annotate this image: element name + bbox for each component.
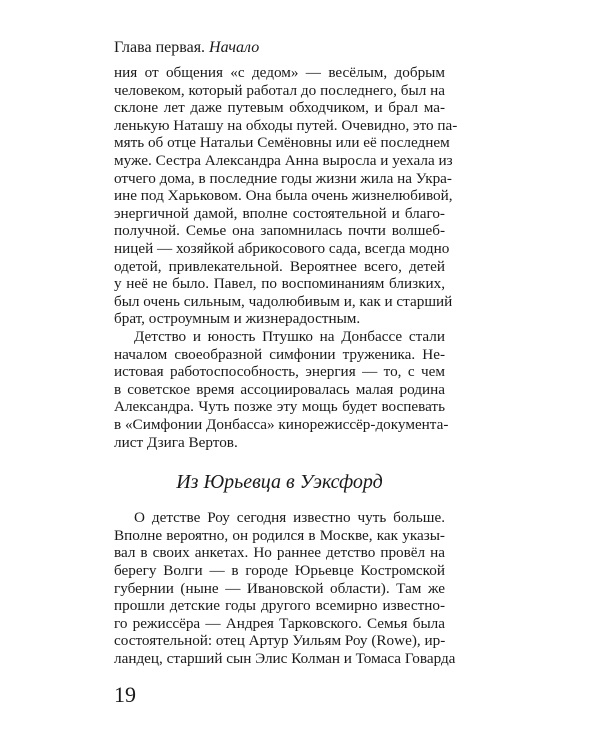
running-head-title: Начало — [209, 39, 260, 56]
text-line: брат, остроумным и жизнерадостным. — [114, 310, 361, 328]
text-line: ния от общения «с дедом» — весёлым, добрым — [114, 64, 445, 81]
text-line: Александра. Чуть позже эту мощь будет воспевать — [114, 398, 445, 416]
text-line: склоне лет даже путевым обходчиком, и брал ма- — [114, 99, 445, 117]
text-line: был очень сильным, чадолюбивым и, как и старший — [114, 292, 453, 310]
text-line: в «Симфонии Донбасса» кинорежиссёр-документа- — [114, 416, 449, 433]
text-line: О детстве Роу сегодня известно чуть больше. — [134, 509, 445, 527]
text-line: отчего дома, в последние годы жизни жила на Укра- — [114, 169, 452, 187]
text-line: энергичной дамой, вполне состоятельной и благо- — [114, 204, 445, 222]
running-head — [114, 38, 259, 58]
text-line: ницей — хозяйкой абрикосового сада, всегда модно — [114, 240, 450, 257]
page-number: 19 — [114, 681, 136, 707]
text-line: человеком, который работал до последнего, был на — [114, 81, 445, 99]
text-line: получной. Семье она запомнилась почти волшеб- — [114, 222, 445, 240]
text-line: муже. Сестра Александра Анна выросла и уехала из — [114, 152, 453, 169]
text-line: состоятельной: отец Артур Уильям Роу (Rowe), ир- — [114, 632, 446, 650]
text-line: в советское время ассоциировалась малая родина — [114, 380, 445, 398]
text-line: началом своеобразной симфонии труженика. Не- — [114, 345, 445, 363]
text-line: вал в своих анкетах. Но раннее детство провёл на — [114, 544, 445, 562]
text-line: губернии (ныне — Ивановской области). Там же — [114, 579, 445, 597]
text-line: прошли детские годы другого всемирно известно- — [114, 597, 445, 615]
text-line: ине под Харьковом. Она была очень жизнелюбивой, — [114, 187, 453, 205]
text-line: истовая работоспособность, энергия — то, с чем — [114, 363, 445, 381]
text-line: одетой, привлекательной. Вероятнее всего, детей — [114, 257, 445, 275]
text-line: Детство и юность Птушко на Донбассе стали — [134, 328, 445, 345]
section-heading: Из Юрьевца в Уэксфорд — [176, 471, 383, 494]
text-line: Вполне вероятно, он родился в Москве, как указы- — [114, 526, 445, 544]
text-line: мять об отце Натальи Семёновны или её последнем — [114, 134, 450, 152]
text-line: у неё не было. Павел, по воспоминаниям близких, — [114, 275, 445, 293]
text-line: ландец, старший сын Элис Колман и Томаса Говарда — [114, 650, 456, 667]
text-line: берегу Волги — в городе Юрьевце Костромской — [114, 562, 445, 579]
text-line: лист Дзига Вертов. — [114, 433, 238, 451]
running-head-chapter: Глава первая. — [114, 39, 206, 56]
text-line: го режиссёра — Андрея Тарковского. Семья была — [114, 614, 445, 632]
text-line: ленькую Наташу на обходы путей. Очевидно, это па- — [114, 116, 458, 134]
